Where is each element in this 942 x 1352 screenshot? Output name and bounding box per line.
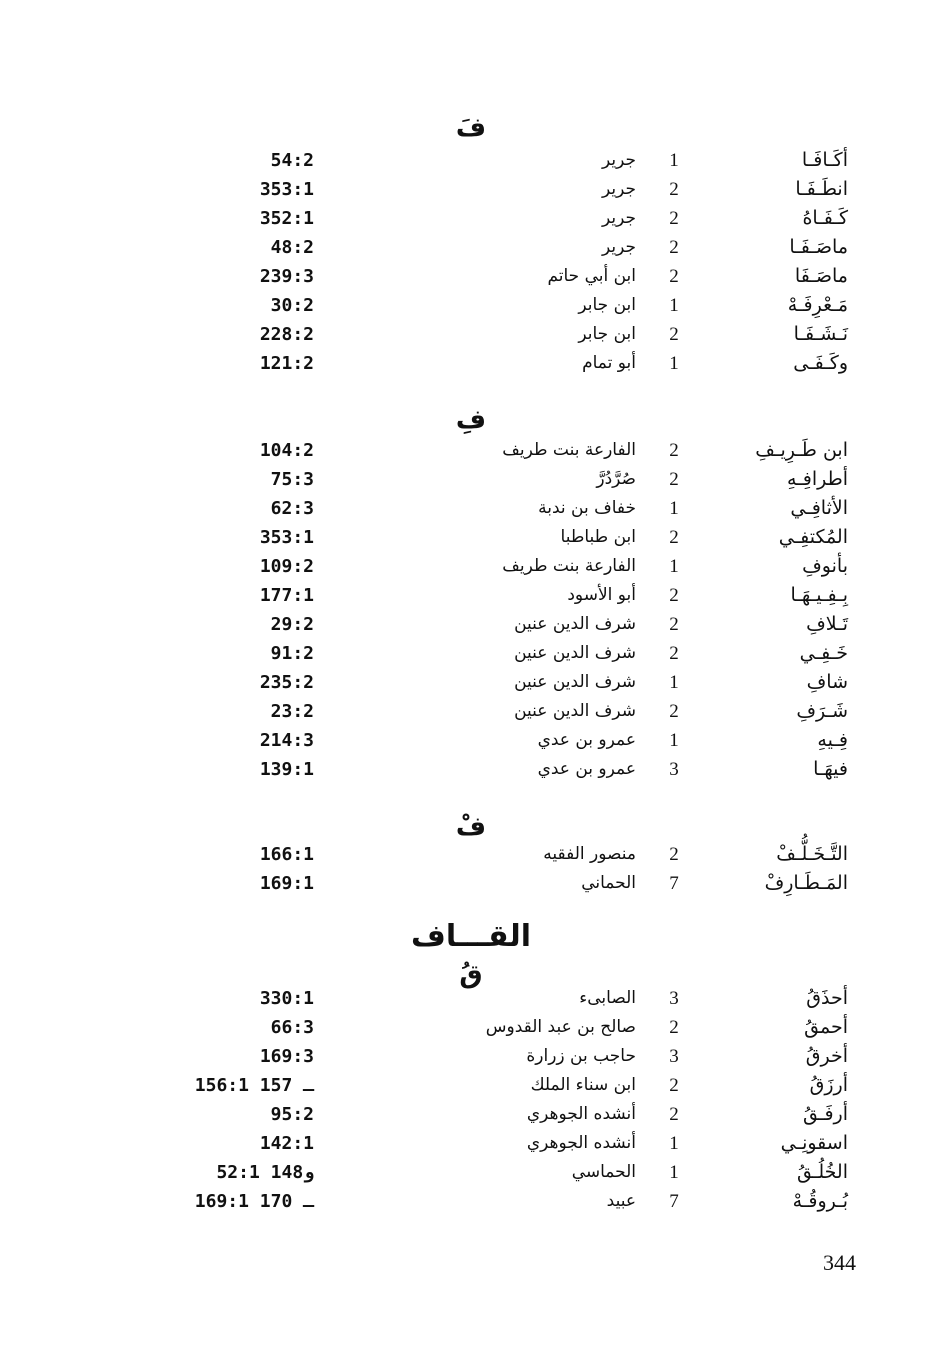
page-reference: 109:2	[259, 556, 314, 577]
rhyme-word: أطرافِـهِ	[787, 468, 848, 490]
rhyme-word: بِـفِـيـهَـا	[790, 584, 848, 606]
rhyme-word: المَـطَـارِفْ	[764, 872, 848, 894]
page-reference: 52:1 و148	[216, 1162, 314, 1183]
index-row	[0, 262, 942, 291]
verse-count: 2	[669, 585, 679, 606]
poet-name: شرف الدين عنين	[514, 701, 636, 721]
index-row	[0, 523, 942, 552]
page-reference: 353:1	[259, 527, 314, 548]
verse-count: 3	[669, 988, 679, 1009]
poet-name: حاجب بن زرارة	[526, 1046, 636, 1066]
verse-count: 2	[669, 1017, 679, 1038]
page-reference: 177:1	[259, 585, 314, 606]
poet-name: شرف الدين عنين	[514, 643, 636, 663]
index-row	[0, 1187, 942, 1216]
poet-name: ابن جابر	[578, 324, 636, 344]
rhyme-word: فيهَـا	[813, 758, 848, 780]
index-row	[0, 1129, 942, 1158]
page-reference: 54:2	[270, 150, 314, 171]
rhyme-word: بُـروقُـهْ	[792, 1190, 848, 1212]
rhyme-word: ماصَـفَـا	[789, 236, 848, 258]
poet-name: أبو الأسود	[567, 585, 636, 605]
index-row	[0, 320, 942, 349]
page-reference: 169:3	[259, 1046, 314, 1067]
index-row	[0, 755, 942, 784]
rhyme-word: نَـشَـفَـا	[793, 323, 848, 345]
index-row	[0, 494, 942, 523]
rhyme-word: انطَـفَـا	[795, 178, 848, 200]
page-reference: 352:1	[259, 208, 314, 229]
index-row	[0, 233, 942, 262]
index-row	[0, 1071, 942, 1100]
index-row	[0, 726, 942, 755]
poet-name: ابن طباطبا	[560, 527, 636, 547]
page-reference: 29:2	[270, 614, 314, 635]
page-reference: 121:2	[259, 353, 314, 374]
index-row	[0, 869, 942, 898]
verse-count: 3	[669, 759, 679, 780]
rhyme-word: شَـرَفِ	[796, 700, 848, 722]
verse-count: 1	[669, 295, 679, 316]
verse-count: 2	[669, 469, 679, 490]
index-row	[0, 1158, 942, 1187]
verse-count: 2	[669, 179, 679, 200]
index-row	[0, 1013, 942, 1042]
poet-name: الفارعة بنت طريف	[502, 556, 636, 576]
poet-name: الحماسي	[571, 1162, 636, 1182]
rhyme-word: شافِ	[806, 671, 848, 693]
page-reference: 330:1	[259, 988, 314, 1009]
verse-count: 2	[669, 701, 679, 722]
index-row	[0, 984, 942, 1013]
poet-name: أنشده الجوهري	[526, 1104, 636, 1124]
page-reference: 235:2	[259, 672, 314, 693]
poet-name: جرير	[602, 150, 636, 170]
index-row	[0, 1042, 942, 1071]
page-reference: 214:3	[259, 730, 314, 751]
poet-name: صالح بن عبد القدوس	[485, 1017, 636, 1037]
rhyme-word: وكَـفَـى	[793, 352, 848, 374]
verse-count: 2	[669, 1104, 679, 1125]
poet-name: منصور الفقيه	[543, 844, 636, 864]
rhyme-word: اسقونِـي	[780, 1132, 848, 1154]
index-row	[0, 146, 942, 175]
rhyme-word: الخُلُـقُ	[796, 1161, 848, 1183]
page-reference: 75:3	[270, 469, 314, 490]
poet-name: جرير	[602, 208, 636, 228]
verse-count: 1	[669, 353, 679, 374]
index-row	[0, 465, 942, 494]
page-reference: 30:2	[270, 295, 314, 316]
poet-name: شرف الدين عنين	[514, 614, 636, 634]
rhyme-word: التَّـخَـلُّـفْ	[776, 843, 848, 865]
rhyme-word: أكَـافَـا	[801, 149, 848, 171]
rhyme-word: أحذَقُ	[806, 987, 848, 1009]
index-row	[0, 552, 942, 581]
verse-count: 1	[669, 1162, 679, 1183]
verse-count: 3	[669, 1046, 679, 1067]
poet-name: جرير	[602, 237, 636, 257]
index-row	[0, 349, 942, 378]
verse-count: 7	[669, 873, 679, 894]
verse-count: 2	[669, 266, 679, 287]
section-heading-fa-kasra: فِ	[455, 405, 487, 435]
index-row	[0, 175, 942, 204]
verse-count: 2	[669, 237, 679, 258]
page-reference: 169:1 ـ 170	[194, 1191, 314, 1212]
poet-name: عمرو بن عدي	[537, 759, 636, 779]
rhyme-word: الأثافِـي	[790, 497, 848, 519]
rhyme-word: المُكتفِـي	[778, 526, 848, 548]
rhyme-word: خَـفِـي	[799, 642, 848, 664]
poet-name: الحماني	[581, 873, 636, 893]
rhyme-word: أحمقُ	[804, 1016, 848, 1038]
page-reference: 228:2	[259, 324, 314, 345]
rhyme-word: فِـيهِ	[817, 729, 848, 751]
index-row	[0, 697, 942, 726]
verse-count: 1	[669, 150, 679, 171]
index-row	[0, 639, 942, 668]
page-reference: 353:1	[259, 179, 314, 200]
poet-name: ابن أبي حاتم	[547, 266, 636, 286]
rhyme-word: كَـفَـاهُ	[802, 207, 848, 229]
verse-count: 1	[669, 730, 679, 751]
poet-name: أبو تمام	[582, 353, 636, 373]
poet-name: شرف الدين عنين	[514, 672, 636, 692]
page-reference: 239:3	[259, 266, 314, 287]
verse-count: 7	[669, 1191, 679, 1212]
verse-count: 2	[669, 643, 679, 664]
rhyme-word: تَـلافِ	[806, 613, 848, 635]
poet-name: عمرو بن عدي	[537, 730, 636, 750]
verse-count: 2	[669, 844, 679, 865]
page-reference: 66:3	[270, 1017, 314, 1038]
verse-count: 2	[669, 614, 679, 635]
poet-name: أنشده الجوهري	[526, 1133, 636, 1153]
page-reference: 169:1	[259, 873, 314, 894]
rhyme-word: أرزَقُ	[809, 1074, 848, 1096]
page-reference: 48:2	[270, 237, 314, 258]
poet-name: ابن جابر	[578, 295, 636, 315]
verse-count: 2	[669, 527, 679, 548]
page-reference: 23:2	[270, 701, 314, 722]
poet-name: ابن سناء الملك	[530, 1075, 636, 1095]
page-reference: 104:2	[259, 440, 314, 461]
verse-count: 1	[669, 498, 679, 519]
poet-name: خفاف بن ندبة	[538, 498, 636, 518]
verse-count: 2	[669, 324, 679, 345]
page-reference: 139:1	[259, 759, 314, 780]
rhyme-word: ابن طَـرِيـفِ	[755, 439, 848, 461]
index-row	[0, 668, 942, 697]
rhyme-word: بأنوفِ	[802, 555, 848, 577]
page-reference: 95:2	[270, 1104, 314, 1125]
poet-name: الفارعة بنت طريف	[502, 440, 636, 460]
poet-name: عبيد	[606, 1191, 636, 1211]
poet-name: الصابىء	[579, 988, 636, 1008]
index-row	[0, 291, 942, 320]
page-reference: 166:1	[259, 844, 314, 865]
index-row	[0, 436, 942, 465]
verse-count: 1	[669, 556, 679, 577]
section-heading-qaf-damma: قُ	[459, 960, 483, 990]
index-row	[0, 610, 942, 639]
index-row	[0, 1100, 942, 1129]
section-heading-fa-sukun: فْ	[455, 812, 487, 842]
page-reference: 142:1	[259, 1133, 314, 1154]
chapter-heading-qaf: القـــاف	[410, 919, 531, 954]
index-row	[0, 840, 942, 869]
index-row	[0, 204, 942, 233]
poet-name: جرير	[602, 179, 636, 199]
page-reference: 91:2	[270, 643, 314, 664]
poet-name: صُرَّدُرَّ	[596, 469, 636, 489]
index-row	[0, 581, 942, 610]
verse-count: 2	[669, 208, 679, 229]
rhyme-word: ماصَـفَا	[794, 265, 848, 287]
section-heading-fa-fatha: فَ	[455, 113, 487, 143]
page-reference: 62:3	[270, 498, 314, 519]
rhyme-word: مَـعْرِفَـهْ	[787, 294, 848, 316]
verse-count: 1	[669, 1133, 679, 1154]
verse-count: 2	[669, 440, 679, 461]
rhyme-word: أخرقُ	[805, 1045, 848, 1067]
rhyme-word: أرفَـقُ	[803, 1103, 848, 1125]
verse-count: 2	[669, 1075, 679, 1096]
page-reference: 156:1 ـ 157	[194, 1075, 314, 1096]
page-number: 344	[823, 1250, 856, 1275]
verse-count: 1	[669, 672, 679, 693]
